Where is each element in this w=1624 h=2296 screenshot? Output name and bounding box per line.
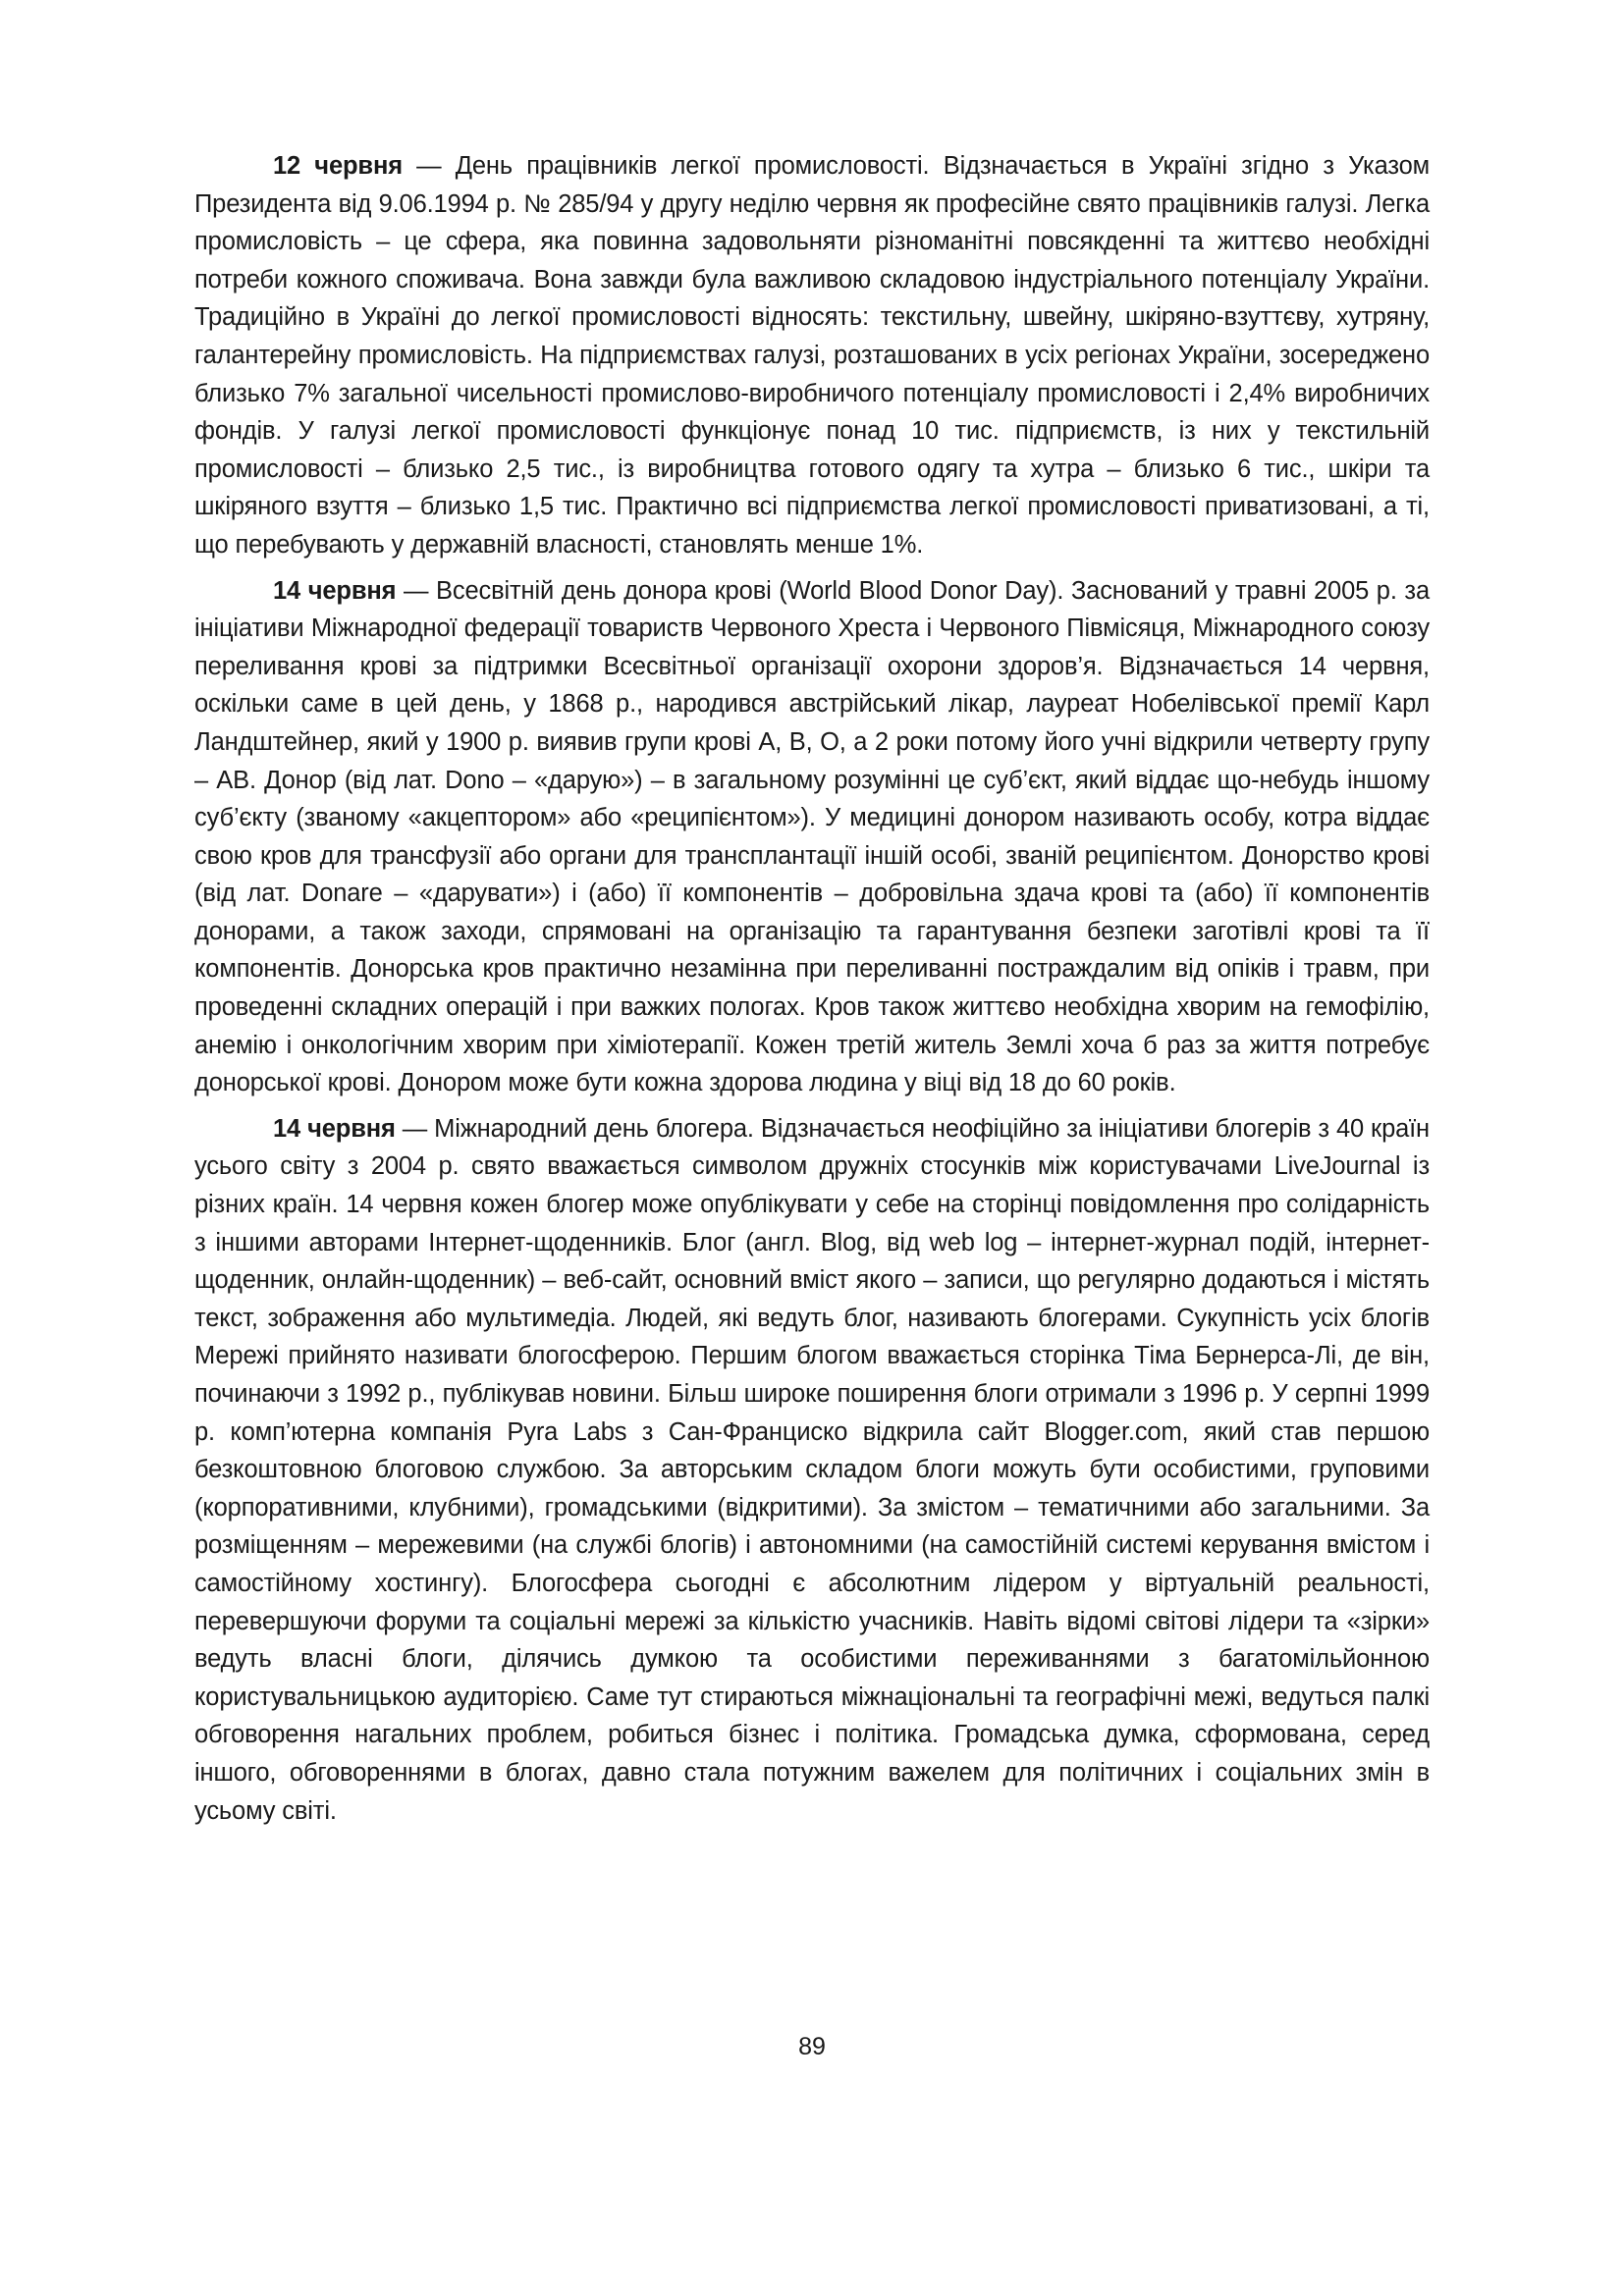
entry-blogger-day bbox=[194, 1110, 1430, 1830]
entry-date: 12 червня bbox=[273, 152, 403, 180]
entry-date: 14 червня bbox=[273, 576, 397, 605]
entry-text: — Міжнародний день блогера. Відзначається неофіційно за ініціативи блогерів з 40 країн усього світу з 2004 р. свято вважається символом дружніх стосунків між користувачами LiveJournal із різних країн. 14 червня кожен блогер може опублікувати у себе на сторінці повідомлення про солідарність з іншими авторами Інтернет-щоденників. Блог (англ. Blog, від web log – інтернет-журнал подій, інтернет-щоденник, онлайн-щоденник) – веб-сайт, основний вміст якого – записи, що регулярно додаються і містять текст, зображення або мультимедіа. Людей, які ведуть блог, називають блогерами. Сукупність усіх блогів Мережі прийнято називати блогосферою. Першим блогом вважається сторінка Тіма Бернерса-Лі, де він, починаючи з 1992 р., публікував новини. Більш широке поширення блоги отримали з 1996 р. У серпні 1999 р. комп’ютерна компанія Pyra Labs з Сан-Франциско відкрила сайт Blogger.com, який став першою безкоштовною блоговою службою. За авторським складом блоги можуть бути особистими, груповими (корпоративними, клубними), громадськими (відкритими). За змістом – тематичними або загальними. За розміщенням – мережевими (на службі блогів) і автономними (на самостійній системі керування вмістом і самостійному хостингу). Блогосфера сьогодні є абсолютним лідером у віртуальній реальності, перевершуючи форуми та соціальні мережі за кількістю учасників. Навіть відомі світові лідери та «зірки» ведуть власні блоги, ділячись думкою та особистими переживаннями з багатомільйонною користувальницькою аудиторією. Саме тут стираються міжнаціональні та географічні межі, ведуться палкі обговорення нагальних проблем, робиться бізнес і політика. Громадська думка, сформована, серед іншого, обговореннями в блогах, давно стала потужним важелем для політичних і соціальних змін в усьому світі. bbox=[194, 1114, 1430, 1825]
entry-blood-donor-day bbox=[194, 572, 1430, 1102]
entry-date: 14 червня bbox=[273, 1114, 396, 1143]
page-content bbox=[194, 147, 1430, 1838]
entry-text: — День працівників легкої промисловості. Відзначається в Україні згідно з Указом Президента від 9.06.1994 р. № 285/94 у другу неділю червня як професійне свято працівників галузі. Легка промисловість – це сфера, яка повинна задовольняти різноманітні повсякденні та життєво необхідні потреби кожного споживача. Вона завжди була важливою складовою індустріального потенціалу України. Традиційно в Україні до легкої промисловості відносять: текстильну, швейну, шкіряно-взуттєву, хутряну, галантерейну промисловість. На підприємствах галузі, розташованих в усіх регіонах України, зосереджено близько 7% загальної чисельності промислово-виробничого потенціалу промисловості і 2,4% виробничих фондів. У галузі легкої промисловості функціонує понад 10 тис. підприємств, із них у текстильній промисловості – близько 2,5 тис., із виробництва готового одягу та хутра – близько 6 тис., шкіри та шкіряного взуття – близько 1,5 тис. Практично всі підприємства легкої промисловості приватизовані, а ті, що перебувають у державній власності, становлять менше 1%. bbox=[194, 152, 1430, 559]
entry-text: — Всесвітній день донора крові (World Blood Donor Day). Заснований у травні 2005 р. за ініціативи Міжнародної федерації товариств Червоного Хреста і Червоного Півмісяця, Міжнародного союзу переливання крові за підтримки Всесвітньої організації охорони здоров’я. Відзначається 14 червня, оскільки саме в цей день, у 1868 р., народився австрійський лікар, лауреат Нобелівської премії Карл Ландштейнер, який у 1900 р. виявив групи крові А, В, О, а 2 роки потому його учні відкрили четверту групу – АВ. Донор (від лат. Dono – «дарую») – в загальному розумінні це суб’єкт, який віддає що-небудь іншому суб’єкту (званому «акцептором» або «реципієнтом»). У медицині донором називають особу, котра віддає свою кров для трансфузії або органи для трансплантації іншій особі, званій реципієнтом. Донорство крові (від лат. Donare – «дарувати») і (або) її компонентів – добровільна здача крові та (або) її компонентів донорами, а також заходи, спрямовані на організацію та гарантування безпеки заготівлі крові та її компонентів. Донорська кров практично незамінна при переливанні постраждалим від опіків і травм, при проведенні складних операцій і при важких пологах. Кров також життєво необхідна хворим на гемофілію, анемію і онкологічним хворим при хіміотерапії. Кожен третій житель Землі хоча б раз за життя потребує донорської крові. Донором може бути кожна здорова людина у віці від 18 до 60 років. bbox=[194, 576, 1431, 1097]
page-number: 89 bbox=[798, 2033, 826, 2060]
entry-light-industry-day bbox=[194, 147, 1430, 564]
